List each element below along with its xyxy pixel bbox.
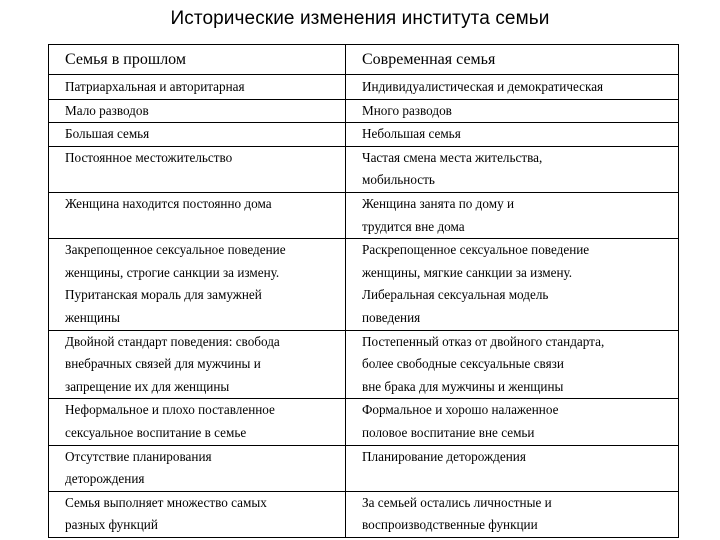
modern-cell: За семьей остались личностные и воспроизводственные функции	[346, 491, 679, 537]
past-cell: Семья выполняет множество самых разных функций	[49, 491, 346, 537]
table-row	[49, 330, 679, 399]
comparison-table	[48, 44, 679, 538]
table-row	[49, 192, 679, 238]
modern-cell: Постепенный отказ от двойного стандарта, более свободные сексуальные связи вне брака для мужчины и женщины	[346, 330, 679, 399]
past-cell: Закрепощенное сексуальное поведение женщины, строгие санкции за измену. Пуританская мораль для замужней женщины	[49, 239, 346, 330]
table-row	[49, 445, 679, 491]
modern-cell: Индивидуалистическая и демократическая	[346, 75, 679, 100]
table-row	[49, 146, 679, 192]
table-row	[49, 75, 679, 100]
past-cell: Женщина находится постоянно дома	[49, 192, 346, 238]
column-header-past: Семья в прошлом	[49, 45, 346, 75]
column-header-modern: Современная семья	[346, 45, 679, 75]
table-row	[49, 491, 679, 537]
past-cell: Патриархальная и авторитарная	[49, 75, 346, 100]
table-row	[49, 123, 679, 147]
modern-cell: Небольшая семья	[346, 123, 679, 147]
past-cell: Постоянное местожительство	[49, 146, 346, 192]
modern-cell: Женщина занята по дому и трудится вне дома	[346, 192, 679, 238]
table-row	[49, 399, 679, 445]
modern-cell: Планирование деторождения	[346, 445, 679, 491]
past-cell: Отсутствие планирования деторождения	[49, 445, 346, 491]
past-cell: Большая семья	[49, 123, 346, 147]
modern-cell: Много разводов	[346, 99, 679, 123]
table-row	[49, 99, 679, 123]
modern-cell: Формальное и хорошо налаженное половое воспитание вне семьи	[346, 399, 679, 445]
past-cell: Неформальное и плохо поставленное сексуальное воспитание в семье	[49, 399, 346, 445]
modern-cell: Раскрепощенное сексуальное поведение женщины, мягкие санкции за измену. Либеральная сексуальная модель поведения	[346, 239, 679, 330]
past-cell: Двойной стандарт поведения: свобода внебрачных связей для мужчины и запрещение их для женщины	[49, 330, 346, 399]
page-title: Исторические изменения института семьи	[170, 8, 550, 29]
past-cell: Мало разводов	[49, 99, 346, 123]
table-header-row	[49, 45, 679, 75]
table-row	[49, 239, 679, 330]
modern-cell: Частая смена места жительства, мобильность	[346, 146, 679, 192]
